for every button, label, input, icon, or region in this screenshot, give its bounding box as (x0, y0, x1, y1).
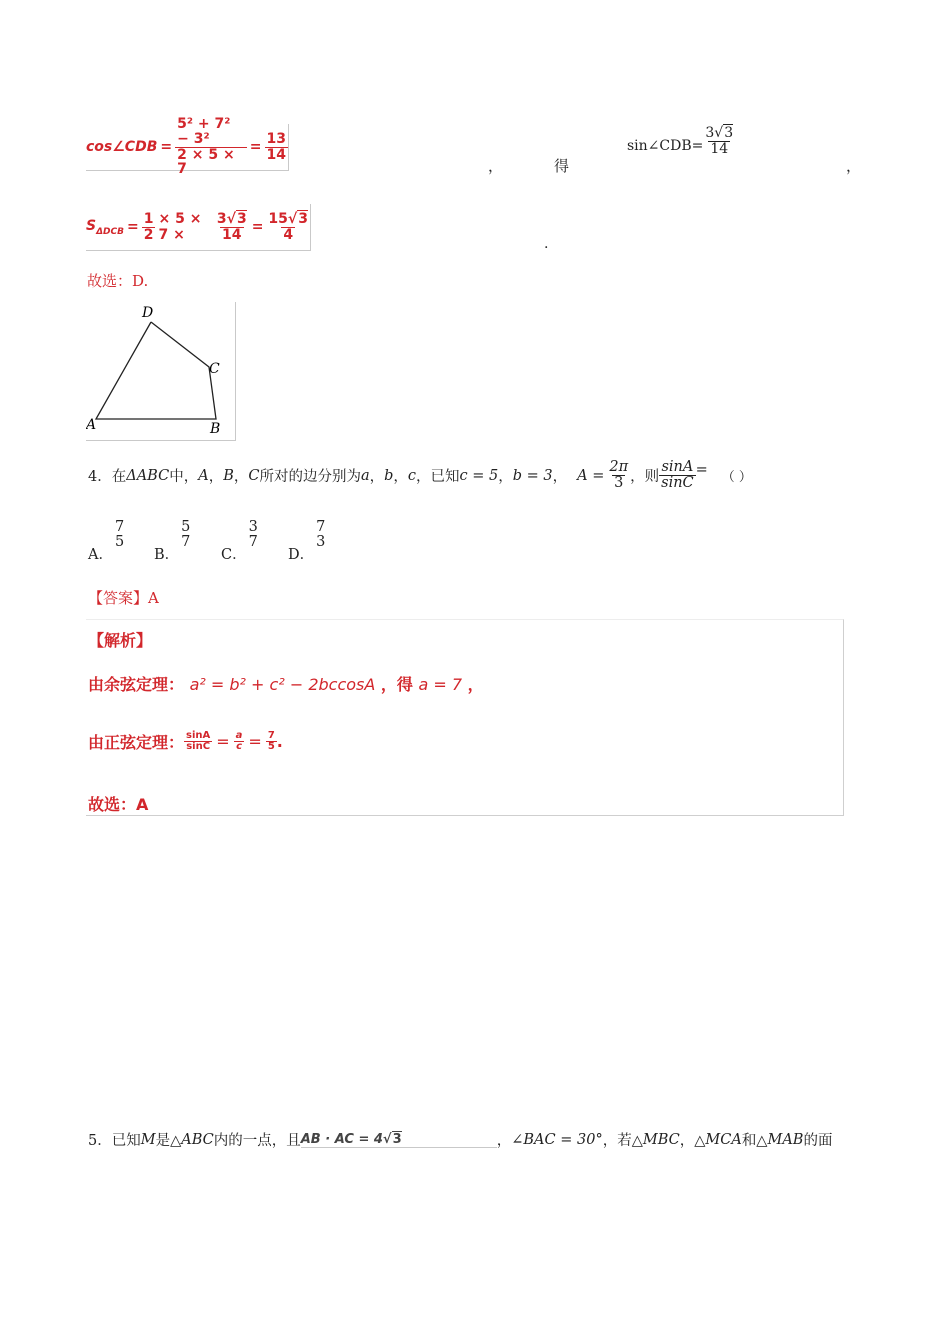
area-result-num: 15√3 (268, 210, 308, 227)
label-c: C (209, 361, 220, 377)
q5-t6: 的面 (803, 1133, 833, 1149)
q4-t2: 所对的边分别为 (259, 469, 361, 486)
sine-rule-f2-num: a (235, 729, 243, 741)
q5-t4: ，△ (679, 1133, 706, 1149)
q4-t1: 中， (169, 469, 199, 486)
sin-cdb-denominator: 14 (710, 140, 729, 157)
q4-c4: ， (393, 469, 408, 486)
q5-angle: ∠BAC = 30° (511, 1131, 603, 1148)
q4-a-lower: a (360, 467, 370, 484)
q4-triangle: ΔABC (126, 467, 170, 484)
q4-angle (577, 460, 630, 491)
sine-rule-eq1: = (216, 732, 230, 751)
comma-sep-1: ， (488, 157, 504, 175)
area-subscript: ΔDCB (96, 226, 124, 237)
q5-prefix: 5．已知 (88, 1133, 141, 1149)
q4-angle-fraction (607, 460, 630, 491)
option-b-num: 5 (181, 519, 191, 535)
q5-vector-rad: 3 (392, 1131, 402, 1147)
area-sin-coef: 3 (216, 210, 227, 227)
cosine-rule-result: a = 7 (418, 675, 463, 694)
option-a[interactable] (88, 520, 154, 562)
analysis-title: 【解析】 (88, 631, 153, 650)
q4-c1: ， (208, 469, 224, 486)
half-den: 2 (143, 226, 154, 243)
q4-options (88, 520, 327, 562)
label-b: B (210, 421, 221, 437)
area-sin-den: 14 (222, 226, 242, 243)
option-c[interactable] (221, 520, 288, 562)
formula-denominator: 2 × 5 × 7 (175, 147, 247, 177)
q4-c8: ，则 (630, 469, 660, 486)
q5-t1: 是△ (155, 1133, 182, 1149)
q5-abc: ABC (181, 1131, 214, 1148)
q5-c1: ， (496, 1133, 512, 1149)
area-result (266, 212, 310, 242)
q4-ratio-den: sinC (661, 475, 694, 492)
area-half (142, 212, 156, 242)
cosine-rule-label: 由余弦定理： (88, 675, 185, 694)
question-5 (88, 1129, 832, 1150)
question-4 (88, 460, 752, 491)
q5-vector-formula: AB · AC = 4√3 (301, 1132, 497, 1148)
option-b-fraction (179, 520, 192, 550)
option-b-den: 7 (181, 534, 191, 551)
answer-line: 【答案】A (88, 589, 159, 607)
area-sin-rad: 3 (236, 210, 247, 227)
quadrilateral-figure (86, 302, 236, 441)
formula-fraction (175, 117, 247, 177)
option-d-fraction (314, 520, 327, 550)
option-c-fraction (247, 520, 260, 550)
q5-mab: MAB (767, 1131, 804, 1148)
sin-cdb-radicand: 3 (724, 125, 734, 141)
sin-cdb-numerator: 3√3 (705, 125, 734, 141)
label-a: A (86, 417, 97, 433)
sin-cdb-label: sin∠CDB= (627, 138, 704, 155)
sine-rule-f1-num: sinA (186, 729, 211, 741)
cosine-rule-formula: a² = b² + c² − 2bccosA (189, 675, 376, 694)
sine-rule-f3 (266, 731, 277, 753)
sine-rule-f2-den: c (236, 741, 243, 752)
result-numerator: 13 (266, 130, 286, 147)
q4-angle-lhs: A = (577, 467, 605, 484)
analysis-line-3: 故选：A (88, 795, 149, 814)
area-s: S (86, 217, 97, 234)
q4-b-lower: b (384, 467, 394, 484)
q4-prefix: 4．在 (88, 469, 127, 486)
sine-rule-label: 由正弦定理： (88, 733, 185, 752)
option-c-num: 3 (248, 519, 258, 535)
q5-t3: ，若△ (602, 1133, 643, 1149)
q5-vector-dot: AB · AC = 4 (300, 1131, 383, 1147)
q4-c3: ， (369, 469, 385, 486)
sin-cdb-expression (627, 126, 735, 156)
sine-rule-eq2: = (248, 732, 262, 751)
q4-c6: ， (498, 469, 513, 486)
area-mid: × 5 × 7 × (158, 211, 202, 243)
q4-cond1: c = 5 (459, 467, 499, 484)
option-a-den: 5 (114, 534, 125, 551)
q4-c7: ， (552, 469, 568, 486)
option-c-label: C． (221, 547, 247, 564)
q4-b-upper: B (223, 467, 234, 484)
q4-angle-den: 3 (614, 475, 624, 492)
q4-paren: （ ） (721, 470, 752, 486)
option-d-label: D． (288, 547, 315, 564)
formula-eq2: = (249, 139, 262, 155)
sine-rule-f1-den: sinC (186, 741, 211, 752)
q5-mbc: MBC (642, 1131, 680, 1148)
formula-cos-cdb (86, 116, 289, 178)
q4-cond2: b = 3 (512, 467, 553, 484)
cosine-rule-sep: ，得 (380, 675, 413, 694)
area-sin-fraction (215, 212, 249, 242)
area-sin-num: 3√3 (216, 210, 247, 227)
q5-t5: 和△ (741, 1133, 768, 1149)
formula-area-dcb (86, 204, 311, 251)
quadrilateral-svg (86, 302, 235, 440)
option-a-num: 7 (114, 519, 125, 535)
area-result-coef: 15 (268, 210, 288, 227)
sine-rule-end: . (276, 732, 283, 751)
cosine-rule-end: ， (467, 675, 484, 694)
option-b[interactable] (154, 520, 221, 562)
q4-c5: ， (416, 469, 431, 486)
q4-t3: 已知 (430, 469, 460, 486)
q5-mca: MCA (705, 1131, 742, 1148)
formula-lhs: cos∠CDB (86, 139, 158, 155)
q5-m: M (140, 1131, 156, 1148)
q4-ratio-fraction (659, 460, 696, 491)
sin-cdb-fraction (703, 126, 735, 156)
half-num: 1 (143, 210, 154, 227)
period-1: . (544, 236, 549, 252)
analysis-box (86, 619, 844, 816)
formula-result (265, 132, 288, 162)
area-result-rad: 3 (298, 210, 308, 227)
analysis-line-2 (88, 730, 283, 753)
comma-sep-2: ， (846, 157, 862, 175)
choose-d-line: 故选：D. (87, 272, 149, 290)
option-c-den: 7 (248, 534, 258, 551)
q4-c-lower: c (407, 467, 417, 484)
quadrilateral-edges (96, 322, 216, 419)
option-d-num: 7 (316, 519, 326, 535)
sine-rule-f2 (234, 731, 245, 753)
option-a-fraction (113, 520, 126, 550)
formula-eq: = (160, 139, 173, 155)
area-lhs (86, 218, 124, 237)
option-a-label: A． (88, 547, 113, 564)
formula-numerator: 5² + 7² − 3² (177, 116, 231, 147)
area-eq: = (127, 219, 139, 235)
analysis-line-1 (88, 672, 484, 695)
q4-c-upper: C (248, 467, 260, 484)
area-result-den: 4 (283, 226, 294, 243)
sin-cdb-coef: 3 (705, 125, 715, 141)
q4-angle-num: 2π (609, 459, 629, 475)
sine-rule-f3-num: 7 (267, 729, 275, 741)
result-denominator: 14 (266, 146, 286, 163)
q4-ratio-eq: = (695, 462, 708, 478)
q4-a-upper: A (198, 467, 209, 484)
sine-rule-f3-den: 5 (267, 741, 275, 752)
de-text: 得 (554, 157, 570, 175)
area-eq2: = (251, 219, 264, 235)
q4-ratio (659, 460, 708, 491)
option-d-den: 3 (316, 534, 326, 551)
option-d[interactable] (288, 520, 327, 562)
sine-rule-f1 (184, 731, 212, 753)
q4-c2: ， (233, 469, 249, 486)
option-b-label: B． (154, 547, 180, 564)
q5-t2: 内的一点，且 (213, 1133, 301, 1149)
q4-ratio-num: sinA (661, 459, 694, 475)
label-d: D (142, 305, 154, 321)
